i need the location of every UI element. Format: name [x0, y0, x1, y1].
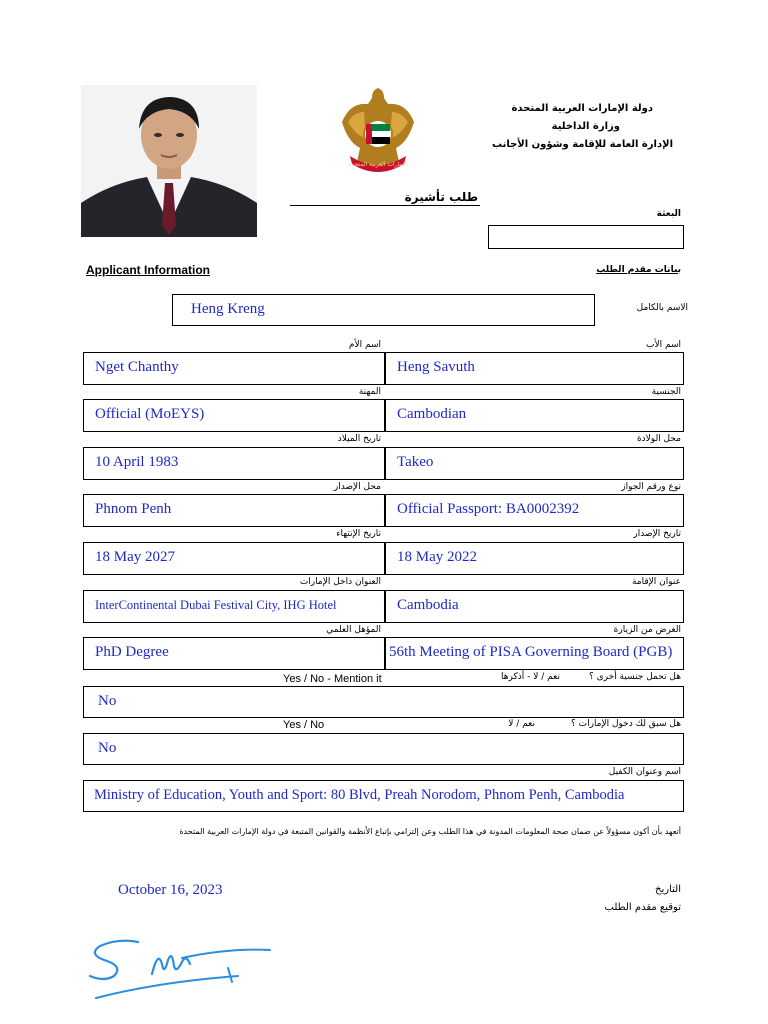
passport-field[interactable]: Official Passport: BA0002392: [385, 494, 684, 527]
embassy-field[interactable]: [488, 225, 684, 249]
embassy-label: البعثة: [656, 209, 681, 219]
form-title: طلب تأشيرة: [404, 190, 478, 204]
passport-label: نوع ورقم الجواز: [621, 482, 681, 492]
mother-name-field[interactable]: Nget Chanthy: [83, 352, 385, 385]
mother-name-label: اسم الأم: [348, 340, 381, 350]
visit-purpose-field[interactable]: 56th Meeting of PISA Governing Board (PGB): [385, 637, 684, 670]
svg-text:الإمارات العربية المتحدة: الإمارات العربية المتحدة: [348, 161, 408, 168]
uae-emblem: [338, 82, 418, 180]
other-nationality-field[interactable]: No: [83, 686, 684, 718]
signature-label: توقيع مقدم الطلب: [604, 902, 681, 913]
father-name-field[interactable]: Heng Savuth: [385, 352, 684, 385]
occupation-label: المهنة: [358, 387, 381, 397]
applicant-info-title-en: Applicant Information: [86, 263, 210, 277]
expiry-date-field[interactable]: 18 May 2027: [83, 542, 385, 575]
birth-place-label: محل الولادة: [636, 434, 681, 444]
nationality-label: الجنسية: [651, 387, 681, 397]
directorate-name: الإدارة العامة للإقامة وشؤون الأجانب: [491, 139, 673, 150]
issue-place-label: محل الإصدار: [333, 482, 381, 492]
other-nationality-options-en: Yes / No - Mention it: [283, 673, 382, 685]
sponsor-field[interactable]: Ministry of Education, Youth and Sport: 80 Blvd, Preah Norodom, Phnom Penh, Cambodia: [83, 780, 684, 812]
qualification-field[interactable]: PhD Degree: [83, 637, 385, 670]
previous-entry-label: هل سبق لك دخول الإمارات ؟: [570, 719, 681, 729]
applicant-info-title-ar: بيانات مقدم الطلب: [596, 265, 681, 275]
title-underline: [290, 205, 480, 206]
birth-place-field[interactable]: Takeo: [385, 447, 684, 480]
date-label: التاريخ: [655, 884, 681, 895]
applicant-signature: [78, 920, 278, 1015]
father-name-label: اسم الأب: [646, 340, 681, 350]
visit-purpose-label: الغرض من الزيارة: [613, 625, 681, 635]
nationality-field[interactable]: Cambodian: [385, 399, 684, 432]
qualification-label: المؤهل العلمي: [326, 625, 381, 635]
issue-place-field[interactable]: Phnom Penh: [83, 494, 385, 527]
declaration-text: أتعهد بأن أكون مسؤولاً عن ضمان صحة المعلومات المدونة في هذا الطلب وعن إلتزامي بإتباع الأنظمة والقوانين المتبعة في دولة الإمارات العربية المتحدة: [179, 827, 681, 836]
expiry-date-label: تاريخ الإنتهاء: [336, 529, 381, 539]
application-date: October 16, 2023: [118, 882, 223, 898]
birth-date-field[interactable]: 10 April 1983: [83, 447, 385, 480]
ministry-name: وزارة الداخلية: [551, 121, 620, 132]
issue-date-field[interactable]: 18 May 2022: [385, 542, 684, 575]
other-nationality-options-ar: نعم / لا - أذكرها: [501, 672, 560, 682]
uae-address-field[interactable]: InterContinental Dubai Festival City, IHG Hotel: [83, 590, 385, 623]
country-name: دولة الإمارات العربية المتحدة: [511, 103, 653, 114]
sponsor-label: اسم وعنوان الكفيل: [608, 767, 681, 777]
residence-address-field[interactable]: Cambodia: [385, 590, 684, 623]
other-nationality-label: هل تحمل جنسية أخرى ؟: [588, 672, 681, 682]
previous-entry-options-ar: نعم / لا: [508, 719, 535, 729]
previous-entry-field[interactable]: No: [83, 733, 684, 765]
occupation-field[interactable]: Official (MoEYS): [83, 399, 385, 432]
full-name-label: الاسم بالكامل: [636, 303, 688, 313]
issue-date-label: تاريخ الإصدار: [633, 529, 681, 539]
full-name-field[interactable]: Heng Kreng: [172, 294, 595, 326]
birth-date-label: تاريخ الميلاد: [337, 434, 381, 444]
applicant-photo: [81, 85, 257, 237]
uae-address-label: العنوان داخل الإمارات: [299, 577, 381, 587]
residence-address-label: عنوان الإقامة: [631, 577, 681, 587]
previous-entry-options-en: Yes / No: [283, 719, 325, 731]
